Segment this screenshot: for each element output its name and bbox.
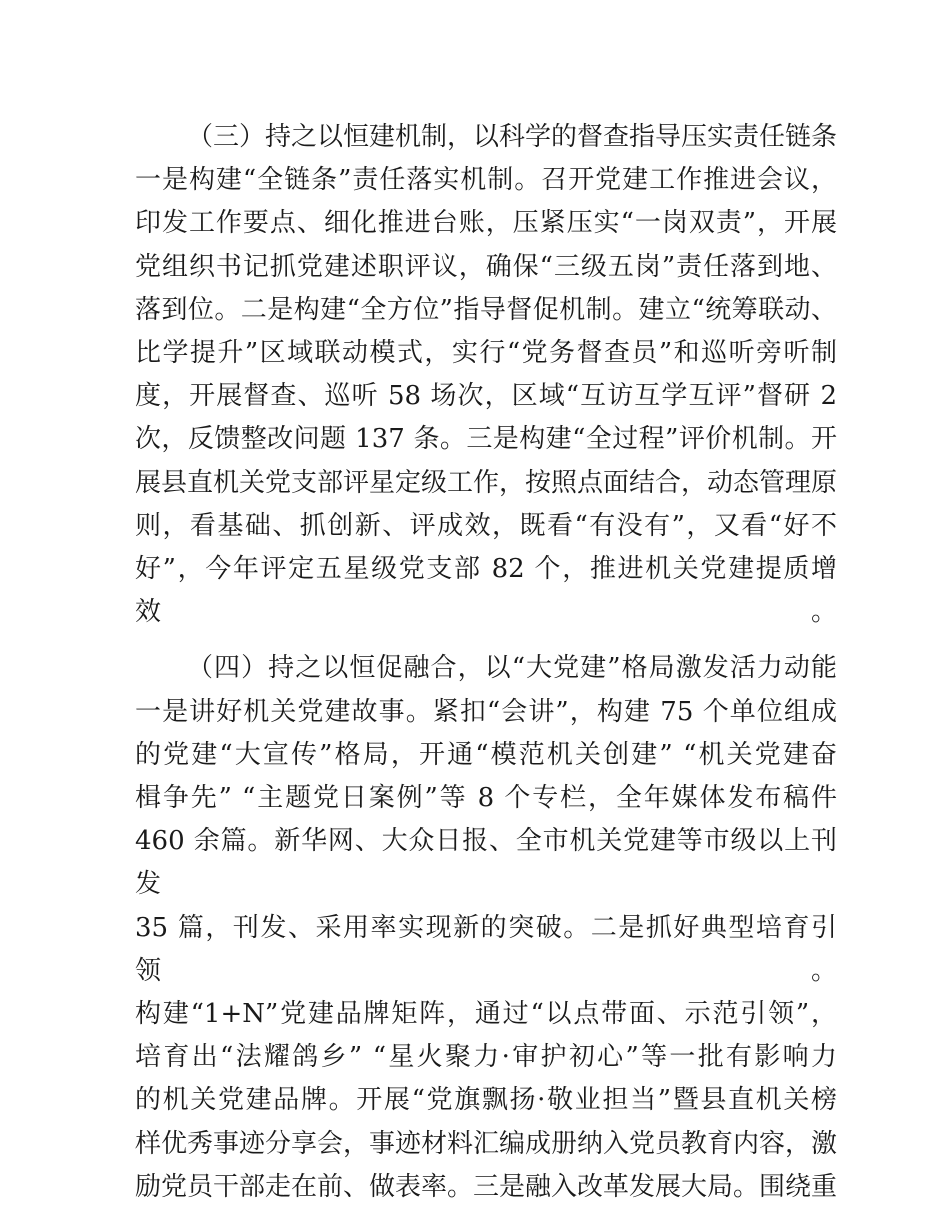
text-line: 460 余篇。新华网、大众日报、全市机关党建等市级以上刊发 [135, 826, 837, 900]
text-line: 比学提升”区域联动模式，实行“党务督查员”和巡听旁听制 [135, 338, 837, 369]
text-line: 样优秀事迹分享会，事迹材料汇编成册纳入党员教育内容，激 [135, 1128, 838, 1159]
text-line: （四）持之以恒促融合，以“大党建”格局激发活力动能 [187, 653, 837, 684]
text-line: 展县直机关党支部评星定级工作，按照点面结合，动态管理原 [135, 467, 838, 498]
paragraph-section-3 [135, 116, 837, 634]
text-line: 励党员干部走在前、做表率。三是融入改革发展大局。围绕重 [135, 1171, 838, 1202]
text-line: 的党建“大宣传”格局，开通“模范机关创建” “机关党建奋 [135, 739, 837, 770]
text-line: 落到位。二是构建“全方位”指导督促机制。建立“统筹联动、 [135, 294, 837, 325]
text-line: 则，看基础、抓创新、评成效，既看“有没有”，又看“好不 [135, 510, 837, 541]
text-line: （三）持之以恒建机制，以科学的督查指导压实责任链条 [187, 122, 838, 152]
text-line: 35 篇，刊发、采用率实现新的突破。二是抓好典型培育引领。 [135, 912, 837, 986]
text-line: 一是讲好机关党建故事。紧扣“会讲”，构建 75 个单位组成 [135, 696, 837, 727]
text-line: 党组织书记抓党建述职评议，确保“三级五岗”责任落到地、 [135, 251, 837, 282]
document-body [135, 116, 837, 1209]
text-line: 构建“1+N”党建品牌矩阵，通过“以点带面、示范引领”， [135, 999, 837, 1030]
text-line: 一是构建“全链条”责任落实机制。召开党建工作推进会议， [135, 165, 837, 196]
text-line: 楫争先” “主题党日案例”等 8 个专栏，全年媒体发布稿件 [135, 783, 837, 814]
text-line: 好”，今年评定五星级党支部 82 个，推进机关党建提质增效。 [135, 554, 837, 628]
paragraph-section-4 [135, 647, 837, 1209]
text-line: 培育出“法耀鸽乡” “星火聚力·审护初心”等一批有影响力 [135, 1042, 837, 1073]
text-line: 次，反馈整改问题 137 条。三是构建“全过程”评价机制。开 [135, 424, 837, 455]
text-line: 印发工作要点、细化推进台账，压紧压实“一岗双责”，开展 [135, 208, 837, 239]
text-line: 的机关党建品牌。开展“党旗飘扬·敬业担当”暨县直机关榜 [135, 1085, 837, 1116]
text-line: 度，开展督查、巡听 58 场次，区域“互访互学互评”督研 2 [135, 381, 837, 412]
